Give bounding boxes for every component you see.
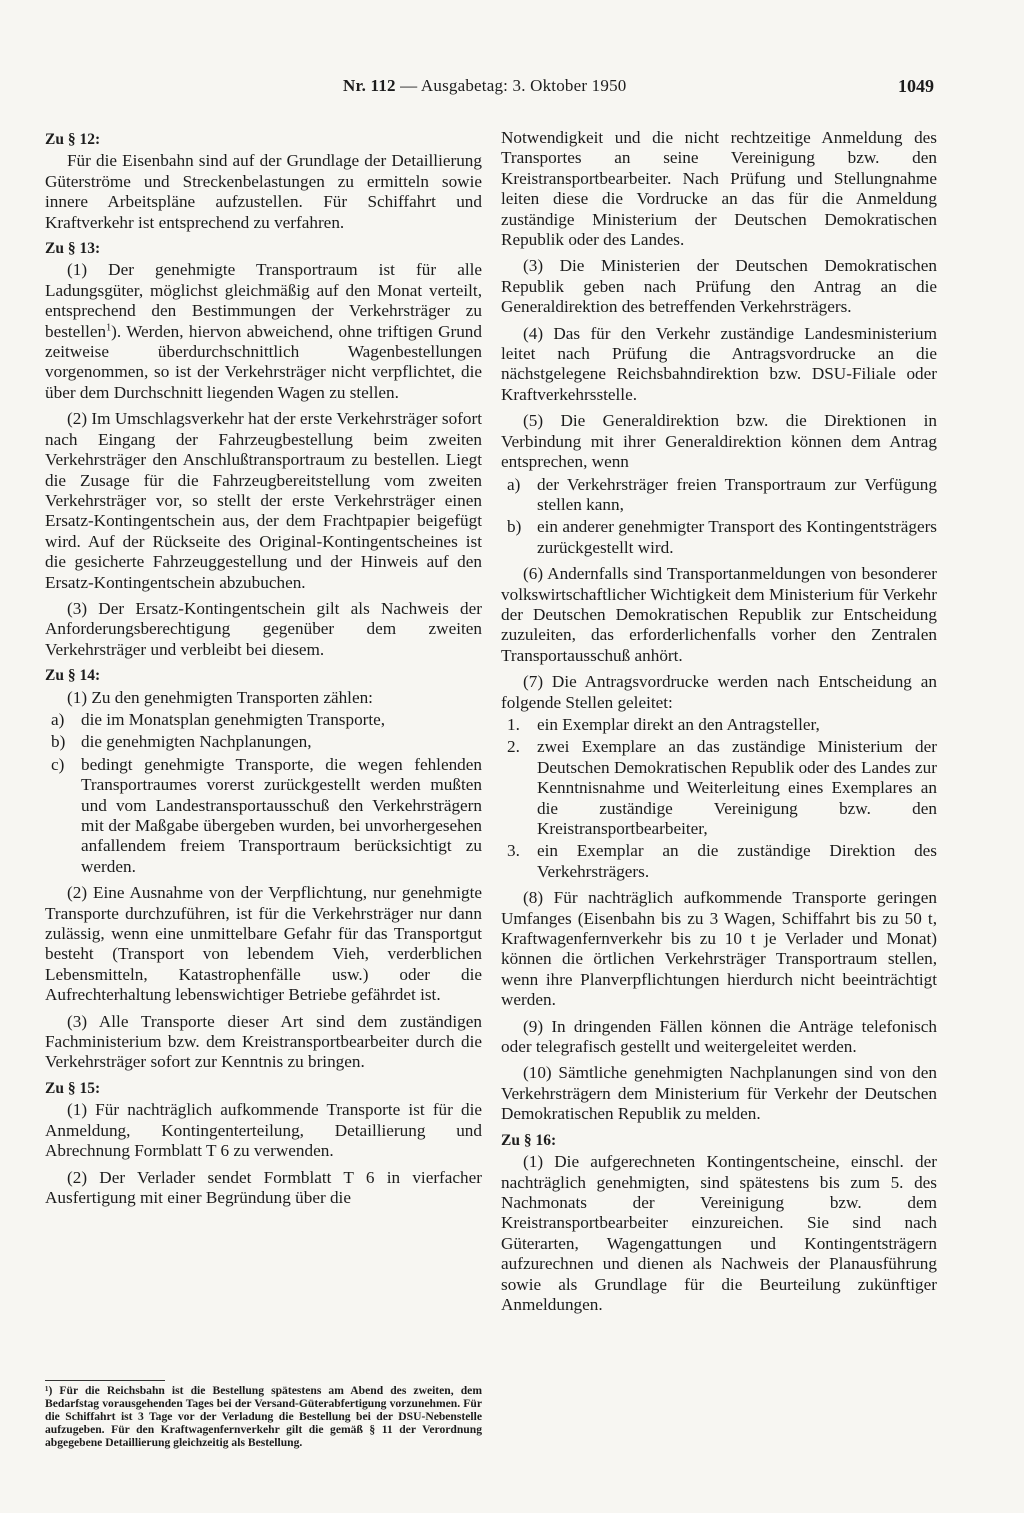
section-heading-15: Zu § 15:: [45, 1079, 101, 1097]
paragraph: (3) Alle Transporte dieser Art sind dem zuständigen Fachministerium bzw. dem Kreistransportbearbeiter durch die Verkehrsträger sofort zur Kenntnis zu bringen.: [45, 1011, 482, 1072]
list-item: [501, 737, 937, 839]
left-column: [45, 128, 482, 1214]
footnote-separator: [45, 1380, 165, 1381]
right-column: [501, 128, 937, 1321]
page-header: [0, 74, 1024, 110]
list-marker: 2.: [507, 737, 520, 757]
list-item: [45, 732, 482, 752]
paragraph: (6) Andernfalls sind Transportanmeldungen von besonderer volkswirtschaftlicher Wichtigkeit dem Ministerium für Verkehr der Deutschen Demokratischen Republik zur Entscheidung zuzuleiten, das erforderlichenfalls vorher den Zentralen Transportausschuß anhört.: [501, 564, 937, 665]
section-heading-12: Zu § 12:: [45, 131, 101, 148]
paragraph-text: ). Werden, hiervon abweichend, ohne triftigen Grund zeitweise überdurchschnittlich Wagenbestellungen vorgenommen, so ist der Verkehrsträger nicht verpflichtet, die über dem Durchschnitt liegenden Wagen zu stellen.: [45, 321, 482, 402]
list-15-5: [501, 475, 937, 559]
paragraph: (10) Sämtliche genehmigten Nachplanungen sind von den Verkehrsträgern dem Ministerium für Verkehr der Deutschen Demokratischen Republik zu melden.: [501, 1063, 937, 1124]
list-marker: 1.: [507, 714, 520, 734]
paragraph: (8) Für nachträglich aufkommende Transporte geringen Umfanges (Eisenbahn bis zu 3 Wagen, Schiffahrt bis zu 50 t, Kraftwagenfernverkehr bis zu 10 t je Verlader und Monat) können die örtlichen Verkehrsträger Transportraum stellen, wenn ihre Planverpflichtungen hierdurch nicht beeinträchtigt werden.: [501, 888, 937, 1010]
paragraph: (3) Der Ersatz-Kontingentschein gilt als Nachweis der Anforderungsberechtigung gegenüber dem zweiten Verkehrsträger und verbleibt bei diesem.: [45, 598, 482, 659]
list-marker: c): [51, 754, 65, 774]
list-text: ein Exemplar an die zuständige Direktion des Verkehrsträgers.: [537, 841, 937, 881]
list-item: [501, 715, 937, 735]
paragraph: (2) Im Umschlagsverkehr hat der erste Verkehrsträger sofort nach Eingang der Fahrzeugbestellung beim zweiten Verkehrsträger den Anschlußtransportraum zu bestellen. Liegt die Zusage für die Fahrzeugbereitstellung vom zweiten Verkehrsträger vor, so stellt der erste Verkehrsträger einen Ersatz-Kontingentschein aus, der dem Frachtpapier beigefügt wird. Auf der Rückseite des Original-Kontingentscheines ist die gesicherte Fahrzeuggestellung und der Hinweis auf den Ersatz-Kontingentschein abzubuchen.: [45, 409, 482, 592]
issue-number: Nr. 112: [343, 76, 396, 95]
list-marker: b): [507, 517, 522, 537]
list-15-7: [501, 715, 937, 882]
list-item: [45, 755, 482, 877]
list-item: [45, 710, 482, 730]
paragraph: (9) In dringenden Fällen können die Anträge telefonisch oder telegrafisch gestellt und weitergeleitet werden.: [501, 1016, 937, 1057]
list-text: ein Exemplar direkt an den Antragsteller,: [537, 714, 820, 734]
list-marker: b): [51, 732, 66, 752]
footnote-mark: ¹): [45, 1384, 53, 1397]
paragraph: (5) Die Generaldirektion bzw. die Direktionen in Verbindung mit ihrer Generaldirektion können dem Antrag entsprechen, wenn: [501, 411, 937, 472]
section-heading-13: Zu § 13:: [45, 240, 101, 258]
section-heading-14: Zu § 14:: [45, 667, 101, 685]
paragraph: Notwendigkeit und die nicht rechtzeitige Anmeldung des Transportes an seine Vereinigung bzw. den Kreistransportbearbeiter. Nach Prüfung und Stellungnahme leiten diese die Vordrucke an das für die Anmeldung zuständige Ministerium der Deutschen Demokratischen Republik oder des Landes.: [501, 128, 937, 250]
list-14-1: [45, 710, 482, 877]
list-text: die im Monatsplan genehmigten Transporte,: [81, 709, 386, 729]
paragraph: (2) Der Verlader sendet Formblatt T 6 in vierfacher Ausfertigung mit einer Begründung über die: [45, 1167, 482, 1207]
list-text: der Verkehrsträger freien Transportraum zur Verfügung stellen kann,: [537, 474, 937, 514]
list-text: die genehmigten Nachplanungen,: [81, 732, 312, 752]
footnote-reference: 1: [106, 321, 112, 333]
paragraph-text: (1) Der genehmigte Transportraum ist für alle Ladungsgüter, möglichst gleichmäßig auf den Monat verteilt, entsprechend den Bestimmungen der Verkehrsträger zu bestellen: [45, 260, 482, 341]
list-marker: 3.: [507, 841, 520, 861]
list-marker: a): [507, 474, 521, 494]
list-item: [501, 517, 937, 558]
paragraph: (1) Zu den genehmigten Transporten zählen:: [67, 687, 373, 707]
page-number: 1049: [898, 76, 934, 96]
list-item: [501, 475, 937, 516]
issue-line: [343, 76, 626, 96]
list-item: [501, 841, 937, 882]
list-text: ein anderer genehmigter Transport des Kontingentsträgers zurückgestellt wird.: [537, 517, 937, 557]
paragraph: (2) Eine Ausnahme von der Verpflichtung, nur genehmigte Transporte durchzuführen, ist für die Verkehrsträger nur dann zulässig, wenn eine unmittelbare Gefahr für das Transportgut besteht (Transport von lebendem Vieh, verderblichen Lebensmitteln, Katastrophenfälle usw.) oder die Aufrechterhaltung lebenswichtiger Betriebe gefährdet ist.: [45, 883, 482, 1005]
list-text: bedingt genehmigte Transporte, die wegen fehlenden Transportraumes vorerst zurückgestellt werden mußten und vom Landestransportausschuß den Verkehrsträgern mit der Maßgabe übergeben wurden, bei unvorhergesehen anfallendem freiem Transportraum berücksichtigt zu werden.: [81, 754, 482, 876]
paragraph: (1) Für nachträglich aufkommende Transporte ist für die Anmeldung, Kontingenterteilung, Detaillierung und Abrechnung Formblatt T 6 zu verwenden.: [45, 1100, 482, 1161]
issue-date: — Ausgabetag: 3. Oktober 1950: [395, 76, 627, 95]
paragraph: Für die Eisenbahn sind auf der Grundlage der Detaillierung Güterströme und Streckenbelastungen zu ermitteln sowie innere Arbeitspläne aufzustellen. Für Schiffahrt und Kraftverkehr ist entsprechend zu verfahren.: [45, 151, 482, 232]
list-text: zwei Exemplare an das zuständige Ministerium der Deutschen Demokratischen Republik oder des Landes zur Kenntnisnahme und Weiterleitung eines Exemplares an die zuständige Vereinigung bzw. den Kreistransportbearbeiter,: [537, 737, 937, 838]
footnote: [45, 1384, 482, 1449]
paragraph: (4) Das für den Verkehr zuständige Landesministerium leitet nach Prüfung die Antragsvordrucke an die nächstgelegene Reichsbahndirektion bzw. DSU-Filiale oder Kraftverkehrsstelle.: [501, 323, 937, 404]
section-heading-16: Zu § 16:: [501, 1131, 557, 1149]
footnote-text: Für die Reichsbahn ist die Bestellung spätestens am Abend des zweiten, dem Bedarfstag vorausgehenden Tages bei der Versand-Güterabfertigung vorzunehmen. Für die Schiffahrt ist 3 Tage vor der Verladung die Bestellung bei der DSU-Nebenstelle aufzugeben. Für den Kraftwagenfernverkehr gilt die gemäß § 11 der Verordnung abgegebene Detaillierung gleichzeitig als Bestellung.: [45, 1384, 482, 1449]
paragraph: (1) Die aufgerechneten Kontingentscheine, einschl. der nachträglich genehmigten, sind spätestens bis zum 5. des Nachmonats der Vereinigung bzw. dem Kreistransportbearbeiter einzureichen. Sie sind nach Güterarten, Wagengattungen und Kontingentsträgern aufzurechnen und dienen als Nachweis der Planausführung sowie als Grundlage für die Beurteilung zukünftiger Anmeldungen.: [501, 1152, 937, 1314]
paragraph: (3) Die Ministerien der Deutschen Demokratischen Republik geben nach Prüfung den Antrag an die Generaldirektion des betreffenden Verkehrsträgers.: [501, 256, 937, 317]
list-marker: a): [51, 709, 65, 729]
paragraph: (7) Die Antragsvordrucke werden nach Entscheidung an folgende Stellen geleitet:: [501, 672, 937, 712]
paragraph: [45, 260, 482, 403]
